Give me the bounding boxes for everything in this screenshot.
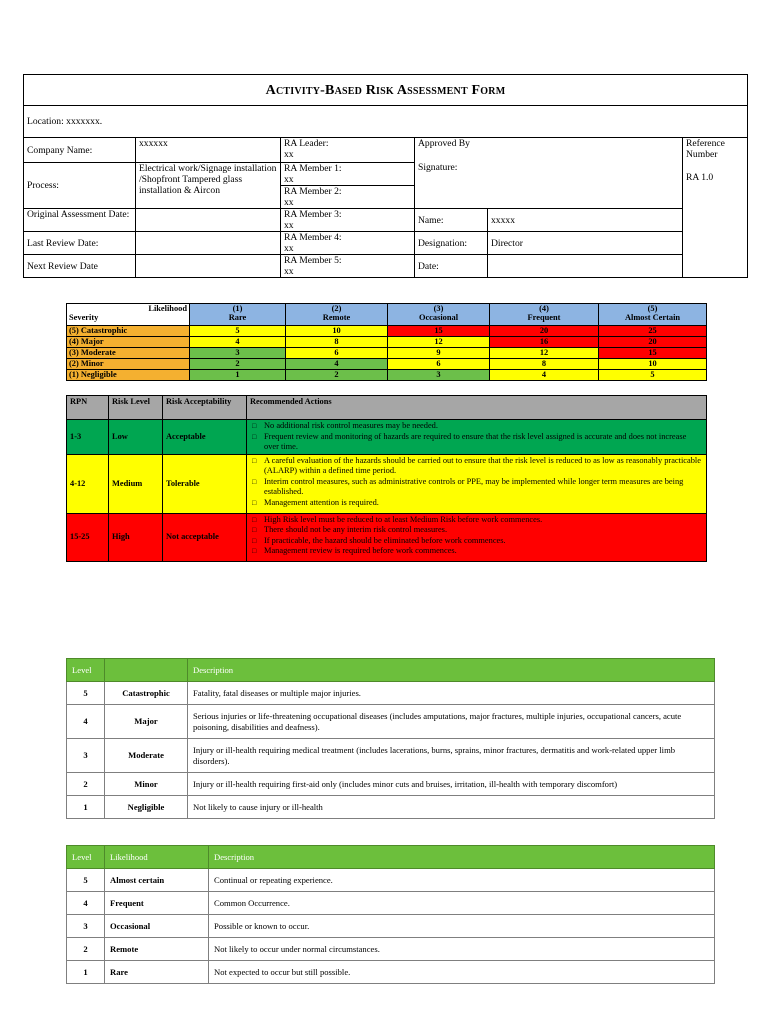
next-review-label: Next Review Date [24,255,136,278]
acceptability-header: Risk Acceptability [163,396,247,420]
matrix-cell: 4 [190,337,286,348]
severity-description: Injury or ill-health requiring first-aid only (includes minor cuts and bruises, irritation, ill-health with temporary discomfort) [188,773,715,796]
severity-level: 4 [67,705,105,739]
matrix-body [67,326,707,381]
action-item: □ Management attention is required. [264,498,703,509]
severity-level: 5 [67,682,105,705]
last-review-label: Last Review Date: [24,232,136,255]
matrix-row-negligible [67,370,707,381]
severity-name: Major [105,705,188,739]
likelihood-name: Remote [105,938,209,961]
likelihood-name-header: Likelihood [105,846,209,869]
matrix-cell: 6 [286,348,388,359]
matrix-cell: 9 [388,348,490,359]
likelihood-description: Continual or repeating experience. [209,869,715,892]
risk-acceptability: Acceptable [163,420,247,455]
reference-label: Reference Number [686,138,725,160]
recommended-actions-header: Recommended Actions [247,396,707,420]
matrix-cell: 5 [190,326,286,337]
matrix-cell: 20 [490,326,599,337]
likelihood-col-1: (1) Rare [190,304,286,326]
matrix-cell: 3 [388,370,490,381]
severity-name: Negligible [105,796,188,819]
severity-row-label: (5) Catastrophic [67,326,190,337]
likelihood-col-2: (2) Remote [286,304,388,326]
risk-acceptability: Tolerable [163,454,247,513]
severity-row [67,739,715,773]
likelihood-col-3: (3) Occasional [388,304,490,326]
recommended-actions [247,513,707,561]
date-label: Date: [415,255,488,278]
matrix-cell: 12 [388,337,490,348]
severity-row-label: (2) Minor [67,359,190,370]
rpn-range: 15-25 [67,513,109,561]
likelihood-table [66,845,715,984]
matrix-cell: 2 [190,359,286,370]
likelihood-name: Almost certain [105,869,209,892]
action-item: □ Interim control measures, such as administrative controls or PPE, may be implemented while longer term measures are being established. [264,477,703,498]
severity-row [67,682,715,705]
approved-by-label: Approved By [418,138,470,149]
severity-name: Catastrophic [105,682,188,705]
original-date-value [136,209,281,232]
likelihood-name: Frequent [105,892,209,915]
assessment-form [23,74,748,278]
matrix-cell: 4 [286,359,388,370]
likelihood-level: 2 [67,938,105,961]
matrix-cell: 5 [599,370,707,381]
original-date-label: Original Assessment Date: [24,209,136,232]
action-item: □ Frequent review and monitoring of hazards are required to ensure that the risk level assigned is accurate and does not increase over time. [264,432,703,453]
severity-name-header [105,659,188,682]
severity-name: Moderate [105,739,188,773]
severity-description: Injury or ill-health requiring medical treatment (includes lacerations, burns, sprains, minor fractures, dermatitis and work-related upper limb disorders). [188,739,715,773]
severity-axis-label: Severity [69,313,99,322]
severity-table [66,658,715,819]
actions-list [250,456,703,509]
likelihood-level-header: Level [67,846,105,869]
actions-list [250,421,703,453]
likelihood-level: 5 [67,869,105,892]
severity-row [67,773,715,796]
likelihood-description: Common Occurrence. [209,892,715,915]
matrix-cell: 15 [599,348,707,359]
name-value: xxxxx [488,209,683,232]
last-review-value [136,232,281,255]
rpn-header: RPN [67,396,109,420]
risk-level-header: Risk Level [109,396,163,420]
matrix-cell: 10 [286,326,388,337]
ra-member-1: RA Member 1: xx [281,163,415,186]
ra-member-2: RA Member 2: xx [281,186,415,209]
matrix-cell: 1 [190,370,286,381]
matrix-cell: 8 [490,359,599,370]
ra-member-5: RA Member 5: xx [281,255,415,278]
likelihood-col-5: (5) Almost Certain [599,304,707,326]
action-item: □ High Risk level must be reduced to at least Medium Risk before work commences. [264,515,703,526]
likelihood-header-row [67,846,715,869]
likelihood-description: Possible or known to occur. [209,915,715,938]
severity-row-label: (4) Major [67,337,190,348]
likelihood-row [67,892,715,915]
likelihood-row [67,938,715,961]
severity-level: 3 [67,739,105,773]
likelihood-axis-label: Likelihood [148,304,187,313]
rpn-table [66,395,707,562]
approved-signature-cell [415,138,683,209]
ra-leader-cell: RA Leader: xx [281,138,415,163]
rpn-row-high [67,513,707,561]
matrix-row-catastrophic [67,326,707,337]
severity-level-header: Level [67,659,105,682]
risk-acceptability: Not acceptable [163,513,247,561]
signature-label: Signature: [418,162,458,173]
likelihood-description-header: Description [209,846,715,869]
action-item: □ If practicable, the hazard should be eliminated before work commences. [264,536,703,547]
reference-cell [683,138,748,278]
recommended-actions [247,454,707,513]
severity-row-label: (3) Moderate [67,348,190,359]
action-item: □ Management review is required before work commences. [264,546,703,557]
actions-list [250,515,703,557]
risk-level: Medium [109,454,163,513]
matrix-row-major [67,337,707,348]
action-item: □ There should not be any interim risk control measures. [264,525,703,536]
severity-row [67,705,715,739]
designation-label: Designation: [415,232,488,255]
company-name-value: xxxxxx [136,138,281,163]
matrix-cell: 4 [490,370,599,381]
location-field: Location: xxxxxxx. [24,106,748,138]
severity-header-row [67,659,715,682]
likelihood-description: Not expected to occur but still possible. [209,961,715,984]
matrix-cell: 16 [490,337,599,348]
matrix-cell: 12 [490,348,599,359]
process-value: Electrical work/Signage installation /Shopfront Tampered glass installation & Aircon [136,163,281,209]
likelihood-row [67,869,715,892]
risk-level: High [109,513,163,561]
matrix-cell: 20 [599,337,707,348]
risk-matrix [66,303,707,381]
rpn-body [67,420,707,562]
matrix-cell: 2 [286,370,388,381]
matrix-cell: 15 [388,326,490,337]
matrix-row-moderate [67,348,707,359]
likelihood-name: Rare [105,961,209,984]
matrix-cell: 10 [599,359,707,370]
severity-description: Fatality, fatal diseases or multiple major injuries. [188,682,715,705]
matrix-cell: 25 [599,326,707,337]
severity-row [67,796,715,819]
rpn-row-medium [67,454,707,513]
form-title: Activity-Based Risk Assessment Form [24,75,748,106]
name-label: Name: [415,209,488,232]
rpn-range: 1-3 [67,420,109,455]
next-review-value [136,255,281,278]
reference-value: RA 1.0 [686,172,714,183]
likelihood-description: Not likely to occur under normal circumstances. [209,938,715,961]
process-label: Process: [24,163,136,209]
severity-description-header: Description [188,659,715,682]
rpn-header-row [67,396,707,420]
action-item: □ No additional risk control measures may be needed. [264,421,703,432]
rpn-row-low [67,420,707,455]
action-item: □ A careful evaluation of the hazards should be carried out to ensure that the risk level is reduced to as low as reasonably practicable (ALARP) within a defined time period. [264,456,703,477]
matrix-cell: 8 [286,337,388,348]
severity-description: Serious injuries or life-threatening occupational diseases (includes amputations, major fractures, multiple injuries, occupational cancers, acute poisoning, disabilities and deafness). [188,705,715,739]
recommended-actions [247,420,707,455]
severity-level: 2 [67,773,105,796]
likelihood-level: 3 [67,915,105,938]
company-name-label: Company Name: [24,138,136,163]
rpn-range: 4-12 [67,454,109,513]
designation-value: Director [488,232,683,255]
severity-description: Not likely to cause injury or ill-health [188,796,715,819]
severity-body [67,682,715,819]
likelihood-row [67,961,715,984]
severity-name: Minor [105,773,188,796]
likelihood-body [67,869,715,984]
risk-level: Low [109,420,163,455]
likelihood-col-4: (4) Frequent [490,304,599,326]
ra-member-3: RA Member 3: xx [281,209,415,232]
matrix-corner [67,304,190,326]
ra-member-4: RA Member 4: xx [281,232,415,255]
severity-level: 1 [67,796,105,819]
date-value [488,255,683,278]
likelihood-row [67,915,715,938]
matrix-row-minor [67,359,707,370]
likelihood-name: Occasional [105,915,209,938]
severity-row-label: (1) Negligible [67,370,190,381]
likelihood-level: 1 [67,961,105,984]
matrix-cell: 6 [388,359,490,370]
likelihood-level: 4 [67,892,105,915]
matrix-cell: 3 [190,348,286,359]
